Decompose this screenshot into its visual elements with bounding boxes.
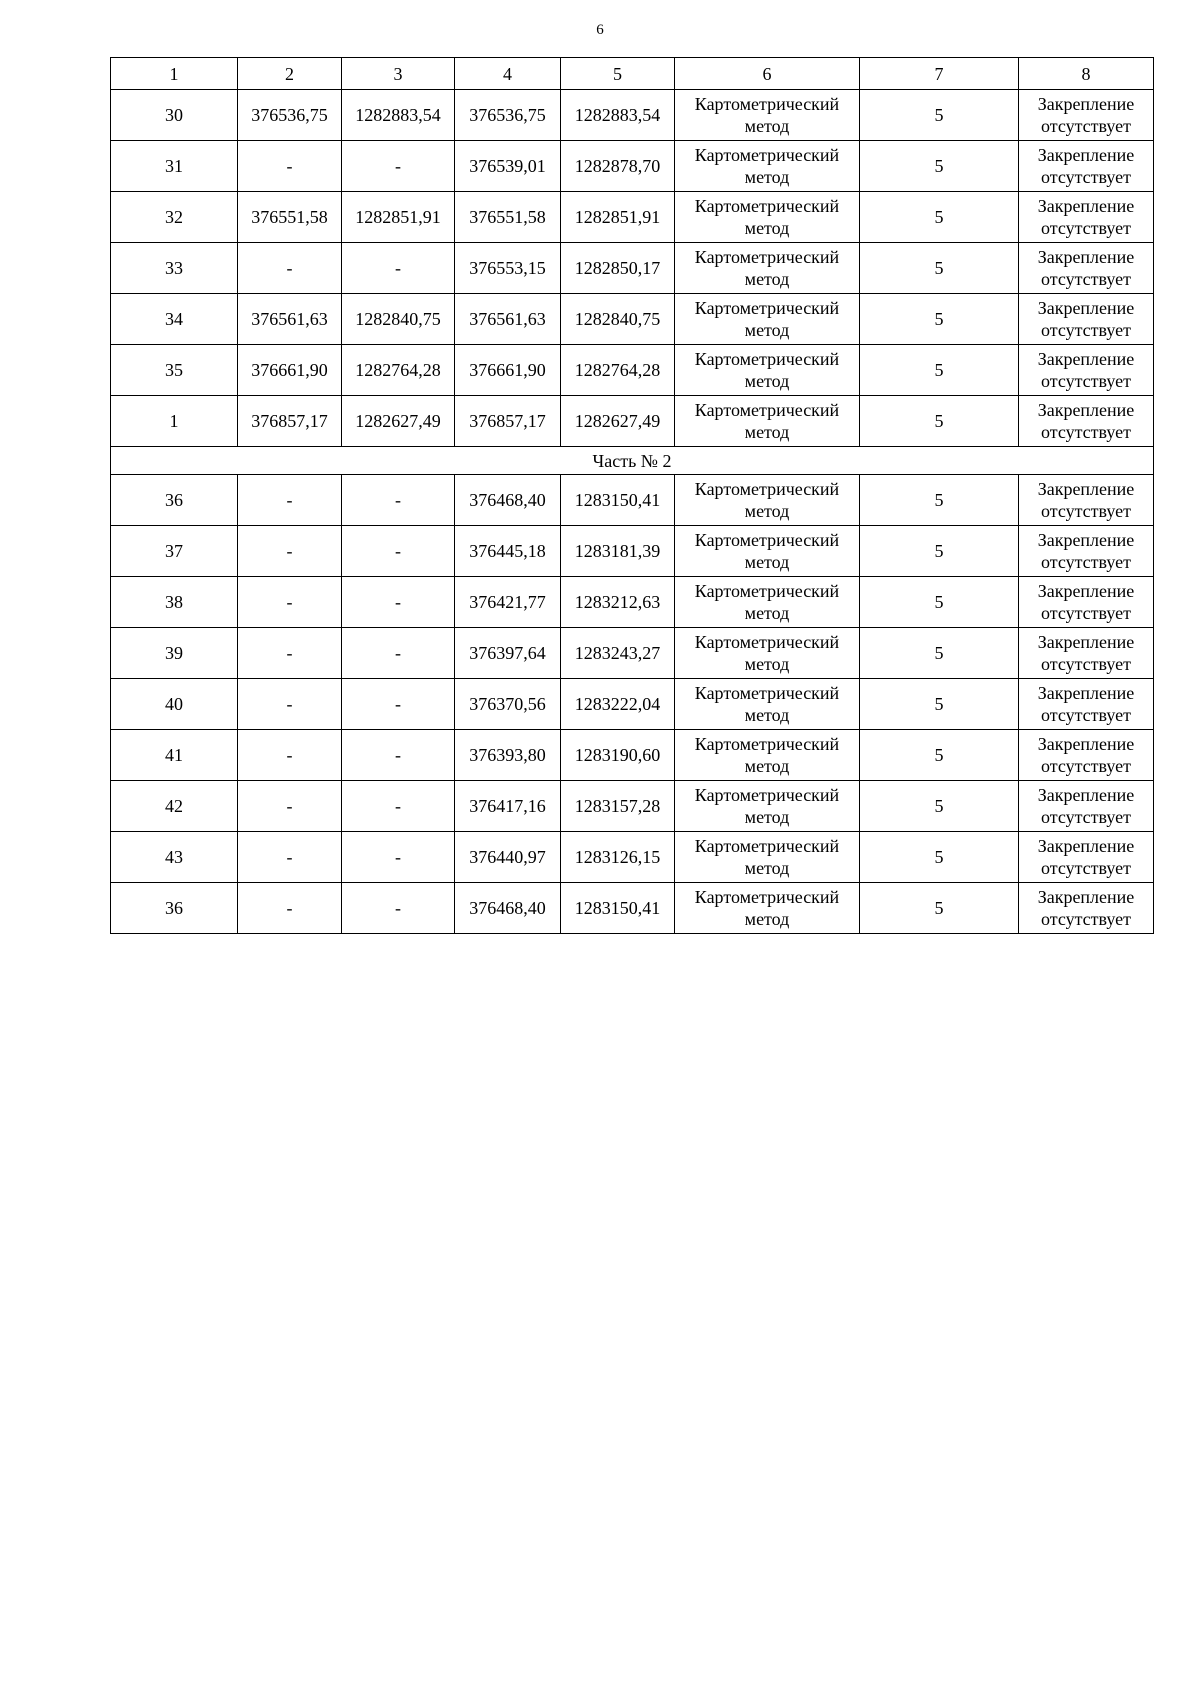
new-x-cell: 376468,40 bbox=[455, 475, 561, 526]
point-number-cell: 37 bbox=[111, 526, 238, 577]
new-x-cell: 376370,56 bbox=[455, 679, 561, 730]
accuracy-cell: 5 bbox=[860, 883, 1019, 934]
existing-x-cell: 376551,58 bbox=[238, 192, 342, 243]
marking-cell: Закрепление отсутствует bbox=[1019, 192, 1154, 243]
new-y-cell: 1282840,75 bbox=[561, 294, 675, 345]
existing-x-cell: - bbox=[238, 475, 342, 526]
marking-cell: Закрепление отсутствует bbox=[1019, 628, 1154, 679]
point-number-cell: 32 bbox=[111, 192, 238, 243]
table-row bbox=[111, 577, 1154, 628]
existing-x-cell: 376561,63 bbox=[238, 294, 342, 345]
table-row bbox=[111, 781, 1154, 832]
method-cell: Картометрический метод bbox=[675, 192, 860, 243]
part-divider-row bbox=[111, 447, 1154, 475]
marking-cell: Закрепление отсутствует bbox=[1019, 679, 1154, 730]
existing-y-cell: - bbox=[342, 577, 455, 628]
point-number-cell: 30 bbox=[111, 90, 238, 141]
marking-cell: Закрепление отсутствует bbox=[1019, 396, 1154, 447]
method-cell: Картометрический метод bbox=[675, 526, 860, 577]
accuracy-cell: 5 bbox=[860, 577, 1019, 628]
marking-cell: Закрепление отсутствует bbox=[1019, 883, 1154, 934]
existing-y-cell: - bbox=[342, 730, 455, 781]
new-x-cell: 376445,18 bbox=[455, 526, 561, 577]
method-cell: Картометрический метод bbox=[675, 781, 860, 832]
existing-y-cell: - bbox=[342, 781, 455, 832]
point-number-cell: 40 bbox=[111, 679, 238, 730]
point-number-cell: 34 bbox=[111, 294, 238, 345]
marking-cell: Закрепление отсутствует bbox=[1019, 781, 1154, 832]
point-number-cell: 31 bbox=[111, 141, 238, 192]
accuracy-cell: 5 bbox=[860, 90, 1019, 141]
part-2-label: Часть № 2 bbox=[111, 447, 1154, 475]
table-row bbox=[111, 526, 1154, 577]
existing-y-cell: - bbox=[342, 526, 455, 577]
new-x-cell: 376468,40 bbox=[455, 883, 561, 934]
new-y-cell: 1283222,04 bbox=[561, 679, 675, 730]
existing-x-cell: - bbox=[238, 883, 342, 934]
new-y-cell: 1282764,28 bbox=[561, 345, 675, 396]
point-number-cell: 41 bbox=[111, 730, 238, 781]
table-row bbox=[111, 141, 1154, 192]
new-y-cell: 1283150,41 bbox=[561, 883, 675, 934]
existing-x-cell: - bbox=[238, 243, 342, 294]
method-cell: Картометрический метод bbox=[675, 396, 860, 447]
point-number-cell: 38 bbox=[111, 577, 238, 628]
point-number-cell: 43 bbox=[111, 832, 238, 883]
table-row bbox=[111, 345, 1154, 396]
accuracy-cell: 5 bbox=[860, 396, 1019, 447]
existing-y-cell: - bbox=[342, 832, 455, 883]
method-cell: Картометрический метод bbox=[675, 883, 860, 934]
existing-y-cell: - bbox=[342, 243, 455, 294]
method-cell: Картометрический метод bbox=[675, 141, 860, 192]
existing-y-cell: 1282851,91 bbox=[342, 192, 455, 243]
existing-x-cell: - bbox=[238, 832, 342, 883]
new-x-cell: 376536,75 bbox=[455, 90, 561, 141]
table-row bbox=[111, 730, 1154, 781]
new-y-cell: 1283150,41 bbox=[561, 475, 675, 526]
accuracy-cell: 5 bbox=[860, 781, 1019, 832]
column-header-cell: 2 bbox=[238, 58, 342, 90]
table-row bbox=[111, 192, 1154, 243]
table-body bbox=[111, 58, 1154, 934]
accuracy-cell: 5 bbox=[860, 628, 1019, 679]
table-row bbox=[111, 90, 1154, 141]
new-x-cell: 376417,16 bbox=[455, 781, 561, 832]
page-number: 6 bbox=[596, 22, 604, 38]
existing-x-cell: 376661,90 bbox=[238, 345, 342, 396]
new-x-cell: 376393,80 bbox=[455, 730, 561, 781]
marking-cell: Закрепление отсутствует bbox=[1019, 577, 1154, 628]
new-x-cell: 376661,90 bbox=[455, 345, 561, 396]
accuracy-cell: 5 bbox=[860, 526, 1019, 577]
new-x-cell: 376561,63 bbox=[455, 294, 561, 345]
existing-y-cell: - bbox=[342, 679, 455, 730]
table-row bbox=[111, 243, 1154, 294]
method-cell: Картометрический метод bbox=[675, 577, 860, 628]
column-header-cell: 3 bbox=[342, 58, 455, 90]
existing-y-cell: 1282840,75 bbox=[342, 294, 455, 345]
existing-x-cell: 376536,75 bbox=[238, 90, 342, 141]
new-y-cell: 1283243,27 bbox=[561, 628, 675, 679]
method-cell: Картометрический метод bbox=[675, 730, 860, 781]
table-row bbox=[111, 883, 1154, 934]
marking-cell: Закрепление отсутствует bbox=[1019, 526, 1154, 577]
marking-cell: Закрепление отсутствует bbox=[1019, 90, 1154, 141]
accuracy-cell: 5 bbox=[860, 345, 1019, 396]
table-row bbox=[111, 832, 1154, 883]
method-cell: Картометрический метод bbox=[675, 475, 860, 526]
new-x-cell: 376397,64 bbox=[455, 628, 561, 679]
column-header-cell: 7 bbox=[860, 58, 1019, 90]
marking-cell: Закрепление отсутствует bbox=[1019, 832, 1154, 883]
new-y-cell: 1283157,28 bbox=[561, 781, 675, 832]
marking-cell: Закрепление отсутствует bbox=[1019, 475, 1154, 526]
table-row bbox=[111, 628, 1154, 679]
new-x-cell: 376857,17 bbox=[455, 396, 561, 447]
marking-cell: Закрепление отсутствует bbox=[1019, 730, 1154, 781]
existing-x-cell: - bbox=[238, 141, 342, 192]
accuracy-cell: 5 bbox=[860, 730, 1019, 781]
existing-x-cell: - bbox=[238, 577, 342, 628]
new-y-cell: 1283126,15 bbox=[561, 832, 675, 883]
method-cell: Картометрический метод bbox=[675, 679, 860, 730]
existing-y-cell: 1282764,28 bbox=[342, 345, 455, 396]
new-x-cell: 376440,97 bbox=[455, 832, 561, 883]
new-y-cell: 1282627,49 bbox=[561, 396, 675, 447]
new-y-cell: 1282883,54 bbox=[561, 90, 675, 141]
accuracy-cell: 5 bbox=[860, 141, 1019, 192]
accuracy-cell: 5 bbox=[860, 832, 1019, 883]
new-x-cell: 376551,58 bbox=[455, 192, 561, 243]
new-y-cell: 1282851,91 bbox=[561, 192, 675, 243]
existing-y-cell: - bbox=[342, 475, 455, 526]
table-row bbox=[111, 679, 1154, 730]
header-row bbox=[111, 58, 1154, 90]
method-cell: Картометрический метод bbox=[675, 90, 860, 141]
column-header-cell: 4 bbox=[455, 58, 561, 90]
accuracy-cell: 5 bbox=[860, 475, 1019, 526]
new-x-cell: 376421,77 bbox=[455, 577, 561, 628]
existing-y-cell: 1282627,49 bbox=[342, 396, 455, 447]
existing-y-cell: - bbox=[342, 141, 455, 192]
existing-x-cell: - bbox=[238, 730, 342, 781]
accuracy-cell: 5 bbox=[860, 294, 1019, 345]
point-number-cell: 35 bbox=[111, 345, 238, 396]
method-cell: Картометрический метод bbox=[675, 243, 860, 294]
new-x-cell: 376539,01 bbox=[455, 141, 561, 192]
column-header-cell: 1 bbox=[111, 58, 238, 90]
marking-cell: Закрепление отсутствует bbox=[1019, 141, 1154, 192]
accuracy-cell: 5 bbox=[860, 243, 1019, 294]
existing-x-cell: - bbox=[238, 679, 342, 730]
marking-cell: Закрепление отсутствует bbox=[1019, 243, 1154, 294]
method-cell: Картометрический метод bbox=[675, 832, 860, 883]
coordinates-table bbox=[110, 57, 1154, 934]
point-number-cell: 42 bbox=[111, 781, 238, 832]
marking-cell: Закрепление отсутствует bbox=[1019, 294, 1154, 345]
new-y-cell: 1283181,39 bbox=[561, 526, 675, 577]
table-row bbox=[111, 294, 1154, 345]
column-header-cell: 5 bbox=[561, 58, 675, 90]
new-y-cell: 1282878,70 bbox=[561, 141, 675, 192]
existing-x-cell: - bbox=[238, 781, 342, 832]
table-row bbox=[111, 396, 1154, 447]
point-number-cell: 36 bbox=[111, 883, 238, 934]
point-number-cell: 39 bbox=[111, 628, 238, 679]
existing-x-cell: - bbox=[238, 628, 342, 679]
existing-x-cell: - bbox=[238, 526, 342, 577]
marking-cell: Закрепление отсутствует bbox=[1019, 345, 1154, 396]
existing-x-cell: 376857,17 bbox=[238, 396, 342, 447]
existing-y-cell: 1282883,54 bbox=[342, 90, 455, 141]
new-y-cell: 1283212,63 bbox=[561, 577, 675, 628]
column-header-cell: 8 bbox=[1019, 58, 1154, 90]
point-number-cell: 1 bbox=[111, 396, 238, 447]
new-y-cell: 1282850,17 bbox=[561, 243, 675, 294]
point-number-cell: 36 bbox=[111, 475, 238, 526]
new-y-cell: 1283190,60 bbox=[561, 730, 675, 781]
method-cell: Картометрический метод bbox=[675, 294, 860, 345]
table-row bbox=[111, 475, 1154, 526]
existing-y-cell: - bbox=[342, 883, 455, 934]
existing-y-cell: - bbox=[342, 628, 455, 679]
point-number-cell: 33 bbox=[111, 243, 238, 294]
new-x-cell: 376553,15 bbox=[455, 243, 561, 294]
accuracy-cell: 5 bbox=[860, 679, 1019, 730]
column-header-cell: 6 bbox=[675, 58, 860, 90]
accuracy-cell: 5 bbox=[860, 192, 1019, 243]
method-cell: Картометрический метод bbox=[675, 345, 860, 396]
method-cell: Картометрический метод bbox=[675, 628, 860, 679]
